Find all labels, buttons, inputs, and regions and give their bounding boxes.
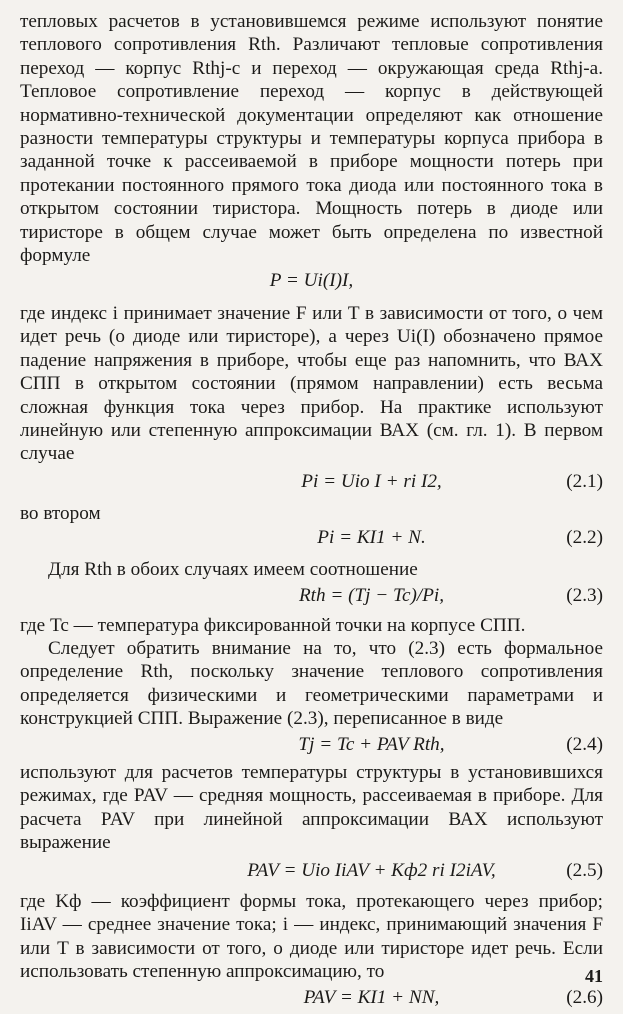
equation-2-4 (20, 729, 603, 761)
page-number: 41 (585, 966, 603, 986)
equation-2-2 (20, 522, 603, 558)
paragraph-form-factor: где Kф — коэффициент формы тока, протекающего через прибор; IiAV — среднее значение тока; i — индекс, принимающий значения F или T в зависимости от того, о диоде или тиристоре идет речь. Если использовать степенную аппроксимацию, то (20, 891, 603, 983)
equation-2-5-number: (2.5) (566, 860, 603, 881)
paragraph-rth-relation: Для Rth в обоих случаях имеем соотношение (48, 559, 418, 580)
paragraph-thermal-resistance: тепловых расчетов в установившемся режиме используют понятие теплового сопротивления Rth. Различают тепловые сопротивления переход — корпус Rthj-c и переход — окружающая среда Rthj-a. Тепловое сопротивление переход — корпус в действующей нормативно-технической документации определяют как отношение разности температуры структуры и температуры корпуса прибора в заданной точке к рассеиваемой в приборе мощности потерь при протекании постоянного прямого тока диода или постоянного тока в открытом состоянии тиристора. Мощность потерь в диоде или тиристоре в общем случае может быть определена по известной формуле (20, 11, 603, 267)
paragraph-second-case: во втором (20, 503, 101, 524)
paragraph-formal-definition: Следует обратить внимание на то, что (2.3) есть формальное определение Rth, поскольку значение теплового сопротивления определяется физическими и геометрическими параметрами и конструкцией СПП. Выражение (2.3), переписанное в виде (20, 638, 603, 730)
equation-2-6 (20, 982, 603, 1014)
equation-2-1-formula: Pi = Uio I + ri I2, (301, 471, 442, 492)
equation-2-1 (20, 466, 603, 502)
equation-2-5-formula: PAV = Uio IiAV + Kф2 ri I2iAV, (247, 860, 496, 881)
equation-2-3 (20, 580, 603, 614)
equation-2-1-number: (2.1) (566, 471, 603, 492)
equation-2-2-number: (2.2) (566, 527, 603, 548)
equation-2-2-formula: Pi = KI1 + N. (317, 527, 426, 548)
equation-2-4-number: (2.4) (566, 734, 603, 755)
equation-power (20, 265, 603, 302)
paragraph-structure-temperature: используют для расчетов температуры структуры в установившихся режимах, где PAV — средняя мощность, рассеиваемая в приборе. Для расчета PAV при линейной аппроксимации ВАХ используют выражение (20, 762, 603, 854)
equation-power-formula: P = Ui(I)I, (269, 270, 354, 291)
equation-2-5 (20, 855, 603, 890)
equation-2-3-number: (2.3) (566, 585, 603, 606)
equation-2-3-formula: Rth = (Tj − Tc)/Pi, (298, 585, 445, 606)
equation-2-4-formula: Tj = Tc + PAV Rth, (298, 734, 445, 755)
equation-2-6-formula: PAV = KI1 + NN, (303, 987, 440, 1008)
paragraph-tc-definition: где Tc — температура фиксированной точки на корпусе СПП. (20, 615, 526, 636)
paragraph-index-i: где индекс i принимает значение F или T в зависимости от того, о чем идет речь (о диоде или тиристоре), а через Ui(I) обозначено прямое падение напряжения в приборе, чтобы еще раз напомнить, что ВАХ СПП в открытом состоянии (прямом направлении) есть весьма сложная функция тока через прибор. На практике используют линейную или степенную аппроксимации ВАХ (см. гл. 1). В первом случае (20, 303, 603, 465)
equation-2-6-number: (2.6) (566, 987, 603, 1008)
